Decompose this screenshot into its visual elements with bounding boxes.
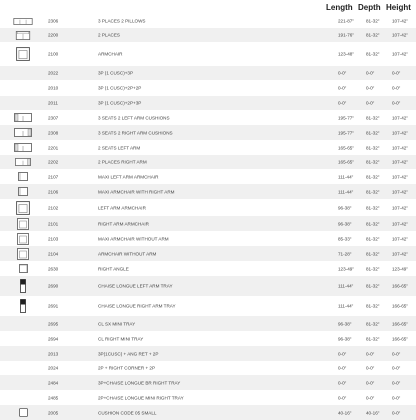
height-value: 166-65" <box>392 303 408 309</box>
length-value: 123-49" <box>338 266 354 271</box>
length-value: 96-38" <box>338 205 352 210</box>
product-code: 2102 <box>48 205 59 210</box>
height-value: 0-0" <box>392 70 401 76</box>
length-value: 96-38" <box>338 321 352 326</box>
height-value: 107-42" <box>392 18 408 24</box>
chaise-longue-icon <box>10 276 36 296</box>
sofa-right-arm-icon <box>10 125 36 140</box>
depth-value: 81-32" <box>366 174 380 179</box>
product-name: 3 SEATS 2 LEFT ARM CUSHIONS <box>98 115 170 120</box>
product-name: 3P(1CUSC) + ANG RET + 2P <box>98 351 159 356</box>
length-value: 96-38" <box>338 221 352 226</box>
length-value: 195-77" <box>338 115 354 120</box>
armchair-icon <box>10 199 36 216</box>
sofa-left-arm-icon <box>10 110 36 125</box>
sofa-3-seat-icon <box>10 14 36 28</box>
product-name: 3P (1 CUSC)+3P <box>98 70 134 76</box>
length-value: 85-33" <box>338 236 352 241</box>
height-value: 107-42" <box>392 236 408 241</box>
table-row <box>0 375 416 390</box>
product-code: 2011 <box>48 100 58 106</box>
height-value: 0-0" <box>392 85 401 91</box>
table-row <box>0 184 416 199</box>
armchair-icon <box>10 216 36 231</box>
height-value: 166-65" <box>392 283 408 289</box>
length-value: 165-65" <box>338 159 354 165</box>
table-row <box>0 216 416 231</box>
product-name: CL RIGHT MINI TRAY <box>98 336 144 341</box>
length-value: 111-44" <box>338 174 354 179</box>
length-value: 165-65" <box>338 145 354 150</box>
product-code: 2202 <box>48 159 59 165</box>
depth-header: Depth <box>358 3 381 12</box>
length-value: 195-77" <box>338 130 354 135</box>
product-name: MAXI LEFT ARM ARMCHAIR <box>98 174 159 179</box>
depth-value: 0-0" <box>366 85 375 91</box>
table-row <box>0 231 416 246</box>
empty-icon-cell <box>10 375 36 390</box>
depth-value: 81-32" <box>366 221 380 226</box>
height-value: 107-42" <box>392 221 408 226</box>
height-value: 107-42" <box>392 174 408 179</box>
product-code: 2107 <box>48 174 59 179</box>
product-name: RIGHT ANGLE <box>98 266 129 271</box>
product-name: LEFT ARM ARMCHAIR <box>98 205 146 210</box>
table-row <box>0 80 416 96</box>
height-value: 107-42" <box>392 115 408 120</box>
depth-value: 40-16" <box>366 410 380 415</box>
product-code: 2690 <box>48 283 59 289</box>
length-value: 111-44" <box>338 189 354 194</box>
corner-icon <box>10 261 36 276</box>
product-name: 2 PLACES <box>98 32 120 38</box>
table-row <box>0 331 416 346</box>
height-value: 0-0" <box>392 351 401 356</box>
height-value: 107-42" <box>392 32 408 38</box>
product-code: 2104 <box>48 251 59 256</box>
product-name: 3P (1 CUSC)+2P+2P <box>98 85 142 91</box>
product-code: 2024 <box>48 365 59 371</box>
height-value: 0-0" <box>392 365 401 371</box>
table-row <box>0 28 416 42</box>
depth-value: 0-0" <box>366 380 375 385</box>
table-row <box>0 316 416 331</box>
table-row <box>0 296 416 316</box>
sofa-left-arm-icon <box>10 140 36 155</box>
product-name: CHAISE LONGUE RIGHT ARM TRAY <box>98 303 176 309</box>
depth-value: 81-32" <box>366 145 380 150</box>
product-code: 2106 <box>48 189 59 194</box>
product-name: 3P (1 CUSC)+2P+3P <box>98 100 142 106</box>
length-value: 221-87" <box>338 18 354 24</box>
table-row <box>0 346 416 361</box>
product-code: 2485 <box>48 395 59 400</box>
height-value: 0-0" <box>392 410 401 415</box>
depth-value: 81-32" <box>366 115 380 120</box>
length-value: 191-76" <box>338 32 354 38</box>
depth-value: 81-32" <box>366 205 380 210</box>
empty-icon-cell <box>10 361 36 375</box>
length-value: 123-48" <box>338 51 354 57</box>
length-value: 111-44" <box>338 283 354 289</box>
length-value: 0-0" <box>338 351 347 356</box>
empty-icon-cell <box>10 331 36 346</box>
product-code: 2103 <box>48 236 59 241</box>
depth-value: 81-32" <box>366 303 380 309</box>
length-value: 0-0" <box>338 365 347 371</box>
length-value: 0-0" <box>338 70 347 76</box>
product-code: 2694 <box>48 336 59 341</box>
depth-value: 81-32" <box>366 159 380 165</box>
table-header <box>0 0 416 14</box>
height-value: 0-0" <box>392 395 401 400</box>
product-name: CHAISE LONGUE LEFT ARM TRAY <box>98 283 173 289</box>
depth-value: 81-32" <box>366 32 380 38</box>
depth-value: 81-32" <box>366 266 380 271</box>
table-row <box>0 276 416 296</box>
depth-value: 81-32" <box>366 130 380 135</box>
depth-value: 81-32" <box>366 18 380 24</box>
product-name: 3 SEATS 2 RIGHT ARM CUSHIONS <box>98 130 173 135</box>
length-value: 96-38" <box>338 336 352 341</box>
product-code: 2691 <box>48 303 59 309</box>
height-value: 166-65" <box>392 321 408 326</box>
depth-value: 81-32" <box>366 236 380 241</box>
empty-icon-cell <box>10 66 36 80</box>
height-value: 107-42" <box>392 145 408 150</box>
table-row <box>0 14 416 28</box>
product-name: CL SX MINI TRAY <box>98 321 136 326</box>
table-row <box>0 199 416 216</box>
height-value: 0-0" <box>392 380 401 385</box>
length-header: Length <box>326 3 353 12</box>
product-code: 2201 <box>48 145 59 150</box>
product-name: RIGHT ARM ARMCHAIR <box>98 221 149 226</box>
armchair-icon <box>10 231 36 246</box>
height-value: 107-42" <box>392 159 408 165</box>
product-name: MAXI ARMCHAIR WITHOUT ARM <box>98 236 169 241</box>
height-value: 107-42" <box>392 189 408 194</box>
empty-icon-cell <box>10 316 36 331</box>
empty-icon-cell <box>10 96 36 110</box>
product-name: ARMCHAIR <box>98 51 123 57</box>
depth-value: 81-32" <box>366 51 380 57</box>
product-code: 2306 <box>48 18 59 24</box>
product-name: 3 PLACES 2 PILLOWS <box>98 18 146 24</box>
height-value: 107-42" <box>392 130 408 135</box>
maxi-armchair-icon <box>10 184 36 199</box>
product-name: 2 SEATS LEFT ARM <box>98 145 141 150</box>
table-row <box>0 261 416 276</box>
height-value: 107-42" <box>392 51 408 57</box>
product-code: 2101 <box>48 221 59 226</box>
maxi-armchair-icon <box>10 169 36 184</box>
table-row <box>0 169 416 184</box>
empty-icon-cell <box>10 346 36 361</box>
length-value: 111-44" <box>338 303 354 309</box>
height-value: 107-42" <box>392 205 408 210</box>
product-name: 2P + RIGHT CORNER + 2P <box>98 365 156 371</box>
table-row <box>0 140 416 155</box>
product-name: CUSHION CODE 05 SMALL <box>98 410 157 415</box>
product-name: 2P+CHAISE LONGUE MINI RIGHT TRAY <box>98 395 184 400</box>
depth-value: 81-32" <box>366 251 380 256</box>
depth-value: 0-0" <box>366 395 375 400</box>
table-row <box>0 390 416 405</box>
product-name: 2 PLACES RIGHT ARM <box>98 159 147 165</box>
depth-value: 81-32" <box>366 283 380 289</box>
height-value: 166-65" <box>392 336 408 341</box>
product-code: 2484 <box>48 380 59 385</box>
length-value: 0-0" <box>338 85 347 91</box>
height-value: 123-49" <box>392 266 408 271</box>
sofa-2-seat-icon <box>10 28 36 42</box>
product-code: 2308 <box>48 130 59 135</box>
armchair-icon <box>10 42 36 66</box>
product-name: ARMCHAIR WITHOUT ARM <box>98 251 157 256</box>
cushion-icon <box>10 405 36 420</box>
length-value: 71-28" <box>338 251 352 256</box>
armchair-icon <box>10 246 36 261</box>
length-value: 0-0" <box>338 395 347 400</box>
table-row <box>0 405 416 420</box>
product-code: 2100 <box>48 51 59 57</box>
empty-icon-cell <box>10 80 36 96</box>
height-header: Height <box>386 3 411 12</box>
product-name: MAXI ARMCHAIR WITH RIGHT ARM <box>98 189 175 194</box>
product-code: 2307 <box>48 115 59 120</box>
table-row <box>0 155 416 169</box>
sofa-right-arm-icon <box>10 155 36 169</box>
table-row <box>0 96 416 110</box>
table-row <box>0 110 416 125</box>
chaise-longue-icon <box>10 296 36 316</box>
depth-value: 81-32" <box>366 189 380 194</box>
product-code: 2630 <box>48 266 59 271</box>
height-value: 107-42" <box>392 251 408 256</box>
product-code: 2013 <box>48 351 59 356</box>
table-row <box>0 246 416 261</box>
table-row <box>0 42 416 66</box>
length-value: 0-0" <box>338 380 347 385</box>
height-value: 0-0" <box>392 100 401 106</box>
product-code: 2200 <box>48 32 59 38</box>
length-value: 0-0" <box>338 100 347 106</box>
depth-value: 0-0" <box>366 365 375 371</box>
product-code: 2005 <box>48 410 59 415</box>
product-name: 3P+CHAISE LONGUE BR RIGHT TRAY <box>98 380 181 385</box>
depth-value: 0-0" <box>366 70 375 76</box>
empty-icon-cell <box>10 390 36 405</box>
table-row <box>0 125 416 140</box>
table-row <box>0 361 416 375</box>
table-row <box>0 66 416 80</box>
depth-value: 0-0" <box>366 100 375 106</box>
product-code: 2010 <box>48 85 59 91</box>
depth-value: 81-32" <box>366 321 380 326</box>
product-code: 2695 <box>48 321 59 326</box>
product-code: 2022 <box>48 70 59 76</box>
depth-value: 81-32" <box>366 336 380 341</box>
length-value: 40-16" <box>338 410 352 415</box>
depth-value: 0-0" <box>366 351 375 356</box>
